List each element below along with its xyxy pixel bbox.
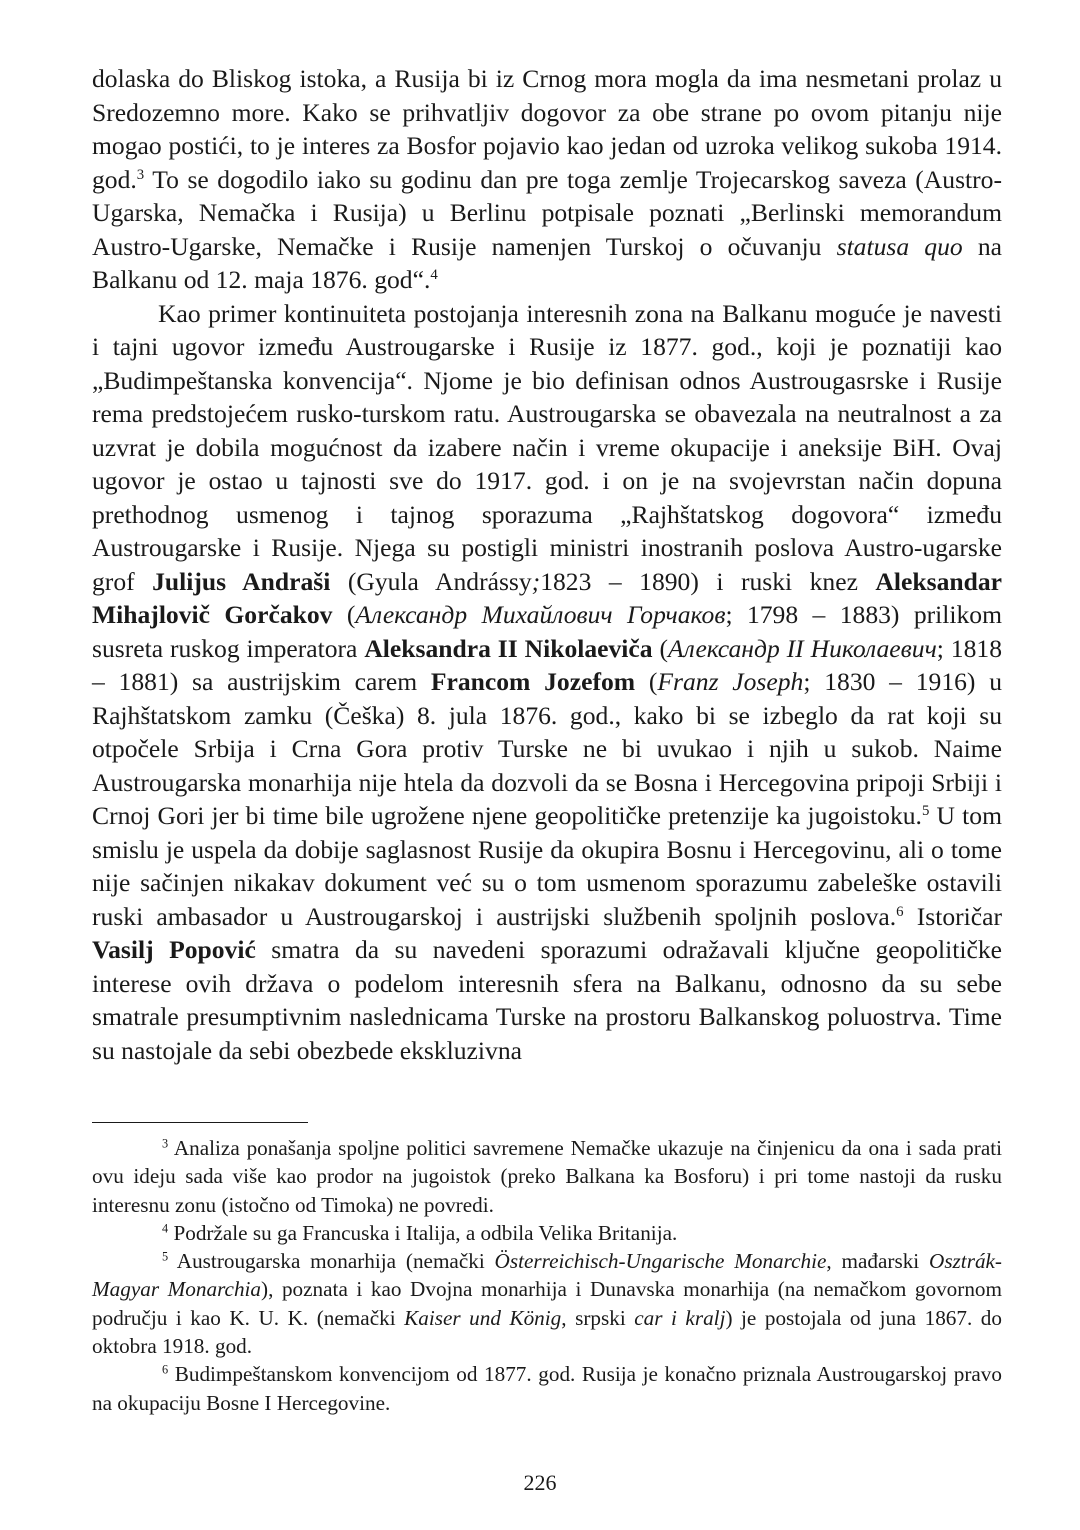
footnote-text: ) je postojala od juna 1867. do oktobra 1918. god. [92, 1305, 1002, 1359]
footnote-ref: 5 [921, 802, 930, 819]
page-number: 226 [523, 1470, 557, 1495]
footnotes [92, 1134, 1002, 1417]
italic-term: ; [531, 566, 541, 596]
italic-term: car i kralj [634, 1305, 726, 1330]
footnote-4 [92, 1219, 1002, 1247]
bold-name: Aleksandar Mihajlovič Gorčakov [92, 566, 1002, 629]
footnote-text: Analiza ponašanja spoljne politici savremene Nemačke ukazuje na činjenicu da ona i sada prati ovu ideju sada više kao prodor na jugoistok (preko Balkana ka Bosforu) i pri tome nastoji da rusku interesnu zonu (istočno od Timoka) ne povredi. [92, 1136, 1002, 1217]
footnote-text: Budimpeštanskom konvencijom od 1877. god. Rusija je konačno priznala Austrougarskoj pravo na okupaciju Bosne I Hercegovine. [92, 1362, 1002, 1415]
footnote-3 [92, 1134, 1002, 1219]
italic-term: Александр II Николаевич [668, 633, 937, 663]
paragraph-1 [92, 62, 1002, 297]
footnote-6 [92, 1360, 1002, 1417]
bold-name: Aleksandra II Nikolaeviča [364, 633, 653, 663]
text-run: ; 1818 – 1881) sa austrijskim carem [92, 633, 1002, 696]
footnote-text: Podržale su ga Francuska i Italija, a odbila Velika Britanija. [168, 1220, 678, 1245]
text-run: ( [652, 633, 669, 663]
footnote-text: Austrougarska monarhija (nemački [168, 1249, 495, 1274]
footnote-text: , mađarski [826, 1249, 930, 1274]
footnote-ref: 6 [896, 903, 904, 920]
footnote-ref: 3 [136, 166, 145, 183]
text-run: U tom smislu je uspela da dobije saglasnost Rusije da okupira Bosnu i Hercegovinu, ali o tome nije sačinjen nikakav dokument već su o tom usmenom sporazumu zabeleške ostavili ruski ambasador u Austrougarskoj i austrijski službenih spoljnih poslova. [92, 801, 1002, 931]
footnote-text: ), poznata i kao Dvojna monarhija i Dunavska monarhija (na nemačkom govornom području i kao K. U. K. (nemački [92, 1277, 1002, 1330]
footnote-5 [92, 1247, 1002, 1360]
italic-term: Österreichisch-Ungarische Monarchie [494, 1249, 827, 1274]
footnote-number: 4 [162, 1221, 169, 1236]
text-run: ( [332, 600, 356, 629]
main-text [92, 62, 1002, 1067]
text-run: Kao primer kontinuiteta postojanja interesnih zona na Balkanu moguće je navesti i tajni ugovor između Austrougarske i Rusije iz 1877. god., koji je poznatiji kao „Budimpeštanska konvencija“. Njome je bio definisan odnos Austrougasrske i Rusije rema predstojećem rusko-turskom ratu. Austrougarska se obavezala na neutralnost a za uzvrat je dobila mogućnost da izabere način i vreme okupacije i aneksije BiH. Ovaj ugovor je ostao u tajnosti sve do 1917. god. i on je na svojevrstan način dopuna prethodnog usmenog i tajnog sporazuma „Rajhštatskog dogovora“ između Austrougarske i Rusije. Njega su postigli ministri inostranih poslova Austro-ugarske grof [92, 298, 1002, 596]
footnote-number: 3 [162, 1136, 169, 1151]
footnote-separator [92, 1122, 308, 1123]
footnote-text: , srpski [561, 1305, 635, 1330]
text-run: ; 1830 – 1916) u Rajhštatskom zamku (Češka) 8. jula 1876. god., kako bi se izbeglo da rat koji su otpočele Srbija i Crna Gora protiv Turske ne bi uvukao i njih u sukob. Naime Austrougarska monarhija nije htela da dozvoli da se Bosna i Hercegovina pripoji Srbiji i Crnoj Gori jer bi time bile ugrožene njene geopolitičke pretenzije ka jugoistoku. [92, 667, 1002, 830]
italic-term: Александр Михайлович Горчаков [355, 600, 726, 629]
bold-name: Vasilj Popović [92, 935, 256, 964]
bold-name: Julijus Andraši [152, 566, 331, 596]
text-run: Istoričar [903, 901, 1002, 931]
text-run: na Balkanu od 12. maja 1876. god“. [92, 231, 1002, 294]
text-run: smatra da su navedeni sporazumi odražavali ključne geopolitičke interese ovih država o podelom interesnih sfera na Balkanu, odnosno da su sebe smatrale presumptivnim naslednicama Turske na prostoru Balkanskog poluostrva. Time su nastojale da sebi obezbede ekskluzivna [92, 935, 1002, 1065]
footnote-ref: 4 [430, 266, 438, 283]
bold-name: Francom Jozefom [430, 667, 636, 696]
text-run: ( [635, 667, 658, 696]
text-run: 1823 – 1890) i ruski knez [540, 566, 876, 596]
italic-term: Kaiser und König [404, 1305, 562, 1330]
paragraph-2 [92, 297, 1002, 1068]
text-run: dolaska do Bliskog istoka, a Rusija bi iz Crnog mora mogla da ima nesmetani prolaz u Sredozemno more. Kako se prihvatljiv dogovor za obe strane po ovom pitanju nije mogao postići, to je interes za Bosfor pojavio kao jedan od uzroka velikog sukoba 1914. god. [92, 64, 1002, 194]
text-run: ; 1798 – 1883) prilikom susreta ruskog imperatora [92, 600, 1002, 663]
footnote-number: 6 [162, 1362, 169, 1377]
text-run: To se dogodilo iako su godinu dan pre toga zemlje Trojecarskog saveza (Austro-Ugarska, Nemačka i Rusija) u Berlinu potpisale poznati „Berlinski memorandum Austro-Ugarske, Nemačke i Rusije namenjen Turskoj o očuvanju [92, 164, 1002, 261]
italic-term: statusa quo [836, 231, 963, 261]
text-run: (Gyula Andrássy [330, 566, 532, 596]
footnote-number: 5 [162, 1249, 169, 1264]
italic-term: Osztrák-Magyar Monarchia [92, 1249, 1002, 1302]
italic-term: Franz Joseph [657, 667, 804, 696]
